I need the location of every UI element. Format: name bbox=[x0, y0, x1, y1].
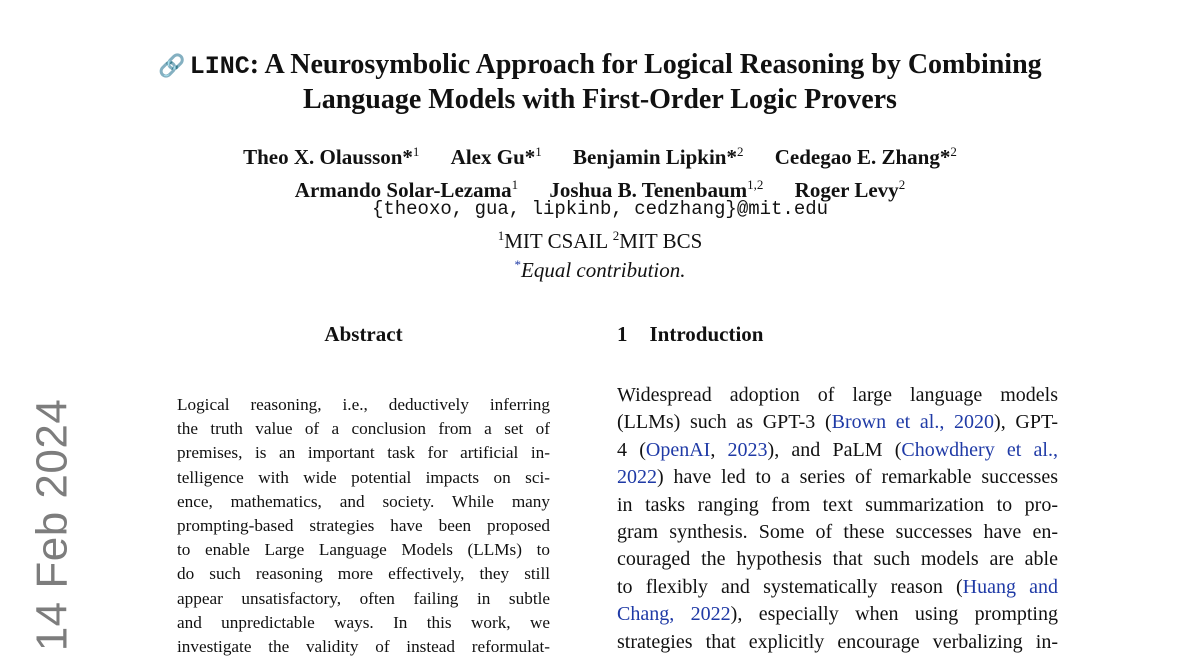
intro-line: strategies that explicitly encourage verbalizing in- bbox=[617, 630, 1058, 653]
author: Theo X. Olausson*$^1$ bbox=[243, 144, 420, 169]
intro-line: Widespread adoption of large language models bbox=[617, 384, 1058, 406]
abstract-line: premises, is an important task for artificial in- bbox=[177, 443, 550, 463]
abstract-heading: Abstract bbox=[324, 322, 403, 346]
introduction-heading: 1 Introduction bbox=[617, 322, 764, 346]
affiliations: $^1$MIT CSAIL $^2$MIT BCS bbox=[497, 228, 703, 253]
introduction-body bbox=[617, 382, 1058, 656]
intro-line: to flexibly and systematically reason (Huang and bbox=[617, 575, 1058, 598]
abstract-line: ence, mathematics, and society. While many bbox=[177, 491, 550, 511]
title-line-1-text: : A Neurosymbolic Approach for Logical Reasoning by Combining bbox=[249, 49, 1042, 80]
intro-line: (LLMs) such as GPT-3 (Brown et al., 2020), GPT- bbox=[617, 411, 1058, 434]
citation-link[interactable]: Brown et al., 2020 bbox=[831, 411, 995, 434]
intro-line: couraged the hypothesis that such models are able bbox=[617, 548, 1058, 571]
abstract-line: the truth value of a conclusion from a set of bbox=[177, 419, 550, 439]
citation-link[interactable]: Huang and bbox=[962, 575, 1058, 598]
author: Cedegao E. Zhang*$^2$ bbox=[774, 144, 957, 169]
author: Joshua B. Tenenbaum$^{1,2}$ bbox=[549, 177, 764, 202]
abstract-line: investigate the validity of instead reformulat- bbox=[177, 637, 550, 657]
author: Roger Levy$^2$ bbox=[794, 177, 906, 202]
link-icon[interactable]: 🔗 bbox=[158, 54, 186, 79]
title-line-2: Language Models with First-Order Logic Provers bbox=[303, 84, 897, 115]
abstract-line: to enable Large Language Models (LLMs) to bbox=[177, 540, 550, 560]
intro-line: 4 (OpenAI, 2023), and PaLM (Chowdhery et al., bbox=[617, 438, 1058, 461]
intro-line: gram synthesis. Some of these successes have en- bbox=[617, 521, 1058, 544]
author: Armando Solar-Lezama$^1$ bbox=[294, 177, 519, 202]
arxiv-date-stamp bbox=[22, 398, 82, 652]
intro-line: Chang, 2022), especially when using prompting bbox=[617, 603, 1058, 626]
abstract-line: Logical reasoning, i.e., deductively inferring bbox=[177, 395, 550, 414]
intro-line: 2022) have led to a series of remarkable successes bbox=[617, 466, 1058, 489]
intro-line: in tasks ranging from text summarization to pro- bbox=[617, 493, 1058, 516]
footnote-link[interactable]: * bbox=[514, 257, 521, 272]
abstract-line: do such reasoning more effectively, they still bbox=[177, 564, 550, 584]
abstract-line: prompting-based strategies have been proposed bbox=[177, 516, 550, 536]
author-emails: {theoxo, gua, lipkinb, cedzhang}@mit.edu bbox=[371, 198, 829, 220]
equal-contribution-note: *Equal contribution. bbox=[514, 257, 686, 282]
author: Benjamin Lipkin*$^2$ bbox=[573, 144, 744, 169]
citation-link[interactable]: Chowdhery et al., bbox=[901, 438, 1058, 461]
citation-link[interactable]: OpenAI bbox=[645, 438, 711, 461]
author: Alex Gu*$^1$ bbox=[450, 144, 542, 169]
arxiv-date-text: 14 Feb 2024 bbox=[27, 398, 76, 652]
citation-link[interactable]: 2022 bbox=[617, 466, 657, 489]
abstract-line: and unpredictable ways. In this work, we bbox=[177, 612, 550, 632]
title-line-1 bbox=[120, 48, 1080, 83]
paper-title bbox=[120, 48, 1080, 116]
citation-link[interactable]: Chang, 2022 bbox=[617, 603, 731, 626]
abstract-body bbox=[177, 393, 550, 659]
system-name: LINC bbox=[189, 52, 250, 81]
citation-link[interactable]: 2023 bbox=[727, 438, 768, 461]
author-list bbox=[120, 138, 1080, 204]
author-row-1 bbox=[120, 138, 1080, 171]
abstract-line: telligence with wide potential impacts on sci- bbox=[177, 467, 550, 487]
abstract-line: appear unsatisfactory, often failing in subtle bbox=[177, 588, 550, 608]
